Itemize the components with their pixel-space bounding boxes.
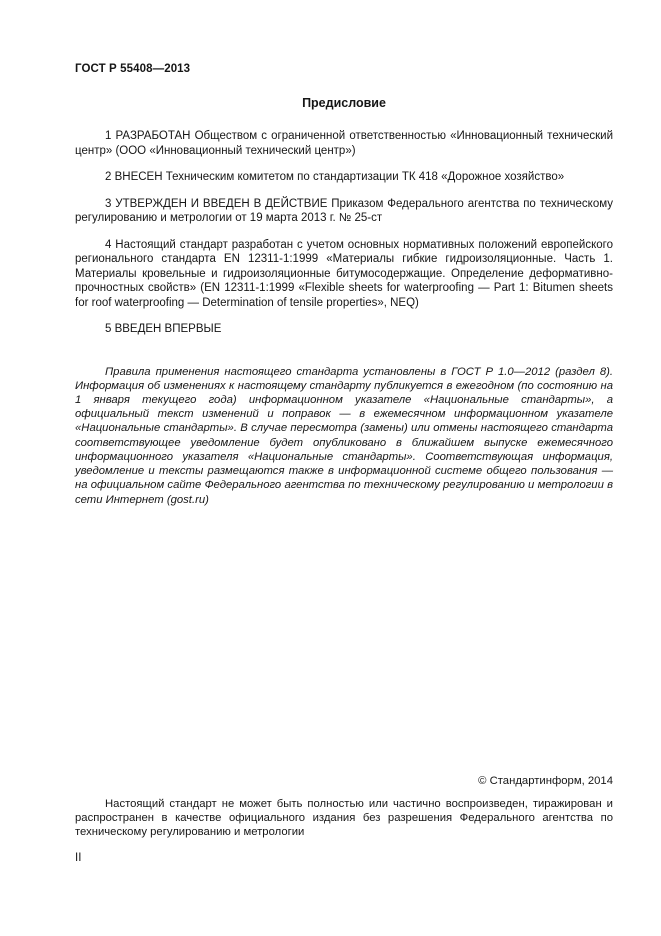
paragraph-standard-basis: 4 Настоящий стандарт разработан с учетом основных нормативных положений европейского регионального стандарта EN 12311-1:1999 «Материалы гибкие гидроизоляционные. Часть 1. Материалы кровельные и гидроизоляционные битумосодержащие. Определение деформативно-прочностных свойств» (EN 12311-1:1999 «Flexible sheets for waterproofing — Part 1: Bitumen sheets for roof waterproofing — Determination of tensile properties», NEQ) (75, 238, 613, 309)
copyright-notice: © Стандартинформ, 2014 (478, 775, 613, 787)
paragraph-first-introduced: 5 ВВЕДЕН ВПЕРВЫЕ (105, 323, 222, 336)
paragraph-submitted: 2 ВНЕСЕН Техническим комитетом по стандартизации ТК 418 «Дорожное хозяйство» (105, 171, 565, 184)
document-content (75, 62, 613, 507)
doc-header: ГОСТ Р 55408—2013 (75, 63, 191, 75)
paragraph-approved: 3 УТВЕРЖДЕН И ВВЕДЕН В ДЕЙСТВИЕ Приказом Федерального агентства по техническому регулированию и метрологии от 19 марта 2013 г. № 25-ст (75, 197, 613, 225)
paragraph-developed: 1 РАЗРАБОТАН Обществом с ограниченной ответственностью «Инновационный технический центр» (ООО «Инновационный технический центр») (75, 130, 613, 157)
page-number: II (75, 852, 82, 864)
reproduction-restriction-note: Настоящий стандарт не может быть полностью или частично воспроизведен, тиражирован и распространен в качестве официального издания без разрешения Федерального агентства по техническому регулированию и метрологии (75, 798, 613, 839)
application-rules-note: Правила применения настоящего стандарта установлены в ГОСТ Р 1.0—2012 (раздел 8). Информация об изменениях к настоящему стандарту публикуется в ежегодном (по состоянию на 1 января текущего года) информационном указателе «Национальные стандарты», а официальный текст изменений и поправок — в ежемесячном информационном указателе «Национальные стандарты». В случае пересмотра (замены) или отмены настоящего стандарта соответствующее уведомление будет опубликовано в ближайшем выпуске ежемесячного информационного указателя «Национальные стандарты». Соответствующая информация, уведомление и тексты размещаются также в информационной системе общего пользования — на официальном сайте Федерального агентства по техническому регулированию и метрологии в сети Интернет (gost.ru) (75, 365, 613, 506)
page-title: Предисловие (302, 96, 386, 111)
